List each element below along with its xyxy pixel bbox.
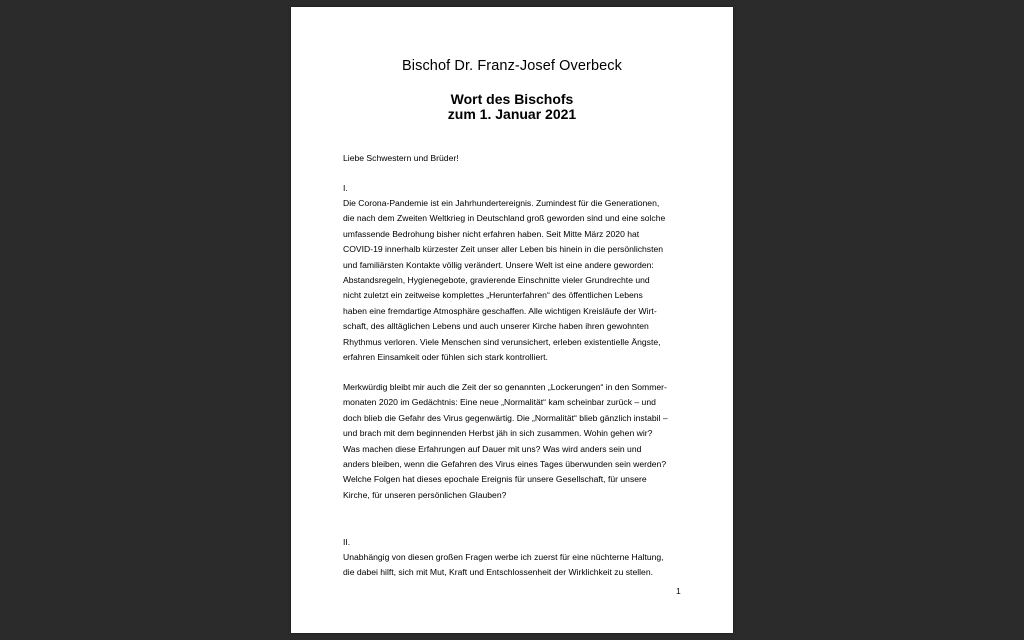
text-line: und familiärsten Kontakte völlig verändert. Unsere Welt ist eine andere geworden: [343, 259, 654, 270]
text-line: Welche Folgen hat dieses epochale Ereignis für unsere Gesellschaft, für unsere [343, 474, 647, 485]
text-line: COVID-19 innerhalb kürzester Zeit unser aller Leben bis hinein in die persönlichsten [343, 244, 664, 255]
document-title [291, 92, 733, 122]
paragraph-3 [343, 550, 693, 581]
text-line: Abstandsregeln, Hygienegebote, gravierende Einschnitte vieler Grundrechte und [343, 274, 650, 285]
text-line: Unabhängig von diesen großen Fragen werbe ich zuerst für eine nüchterne Haltung, [343, 552, 664, 562]
text-line: Kirche, für unseren persönlichen Glauben? [343, 489, 507, 500]
paragraph-1 [343, 196, 693, 365]
paragraph-2 [343, 380, 693, 503]
text-line: Rhythmus verloren. Viele Menschen sind verunsichert, erleben existentielle Ängste, [343, 336, 661, 347]
greeting [343, 151, 693, 166]
text-line: doch blieb die Gefahr des Virus gegenwärtig. Die „Normalität“ blieb gänzlich instabil – [343, 412, 668, 423]
text-line: haben eine fremdartige Atmosphäre geschaffen. Alle wichtigen Kreisläufe der Wirt- [343, 305, 657, 316]
text-line: Was machen diese Erfahrungen auf Dauer mit uns? Was wird anders sein und [343, 443, 642, 454]
page-number: 1 [676, 586, 681, 596]
text-line: nicht zuletzt ein zeitweise komplettes „Herunterfahren“ des öffentlichen Lebens [343, 290, 643, 301]
text-line: anders bleiben, wenn die Gefahren des Virus eines Tages überwunden sein werden? [343, 458, 667, 469]
title-line: Wort des Bischofs [450, 91, 574, 107]
text-line: monaten 2020 im Gedächtnis: Eine neue „Normalität“ kam scheinbar zurück – und [343, 397, 656, 408]
text-line: Die Corona-Pandemie ist ein Jahrhundertereignis. Zumindest für die Generationen, [343, 198, 660, 208]
section-number-text: II. [343, 537, 351, 547]
text-line: die dabei hilft, sich mit Mut, Kraft und Entschlossenheit der Wirklichkeit zu stellen. [343, 567, 653, 578]
text-line: die nach dem Zweiten Weltkrieg in Deutschland groß geworden sind und eine solche [343, 213, 666, 224]
title-line: zum 1. Januar 2021 [447, 106, 577, 122]
pdf-page [291, 7, 733, 633]
text-line: umfassende Bedrohung bisher nicht erfahren haben. Seit Mitte März 2020 hat [343, 228, 640, 239]
text-line: Merkwürdig bleibt mir auch die Zeit der so genannten „Lockerungen“ in den Sommer- [343, 382, 667, 392]
section-number-text: I. [343, 183, 348, 193]
greeting-text: Liebe Schwestern und Brüder! [343, 153, 459, 163]
text-line: schaft, des alltäglichen Lebens und auch unserer Kirche haben ihren gewohnten [343, 321, 649, 332]
text-line: und brach mit dem beginnenden Herbst jäh in sich zusammen. Wohin gehen wir? [343, 428, 653, 439]
text-line: erfahren Einsamkeit oder fühlen sich stark kontrolliert. [343, 351, 548, 362]
section-number [343, 181, 693, 196]
section-number [343, 535, 693, 550]
author-line: Bischof Dr. Franz-Josef Overbeck [402, 58, 622, 74]
